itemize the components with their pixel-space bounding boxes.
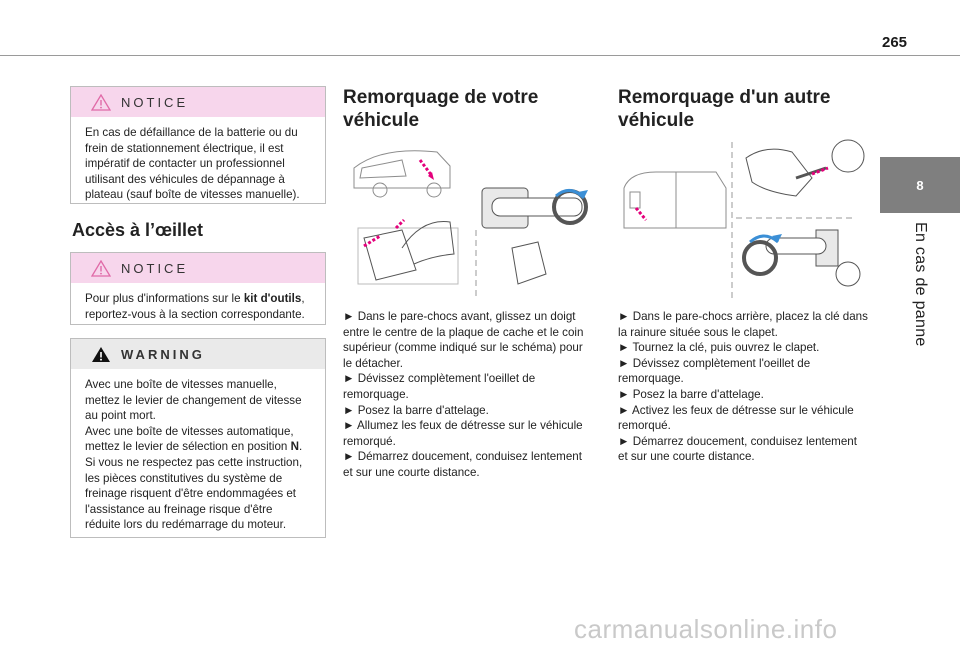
towing-other-step: ► Dans le pare-chocs arrière, placez la clé dans la rainure située sous le clapet. xyxy=(618,310,868,339)
notice-battery-header xyxy=(71,87,325,117)
chapter-number: 8 xyxy=(916,177,924,193)
caution-triangle-icon xyxy=(91,94,111,111)
chapter-title-text: En cas de panne xyxy=(912,222,929,347)
watermark: carmanualsonline.info xyxy=(574,614,838,644)
chapter-tab[interactable] xyxy=(880,157,960,213)
towing-own-step: ► Dans le pare-chocs avant, glissez un doigt entre le centre de la plaque de cache et le coin supérieur (comme indiqué sur le schéma) pour le détacher. xyxy=(343,310,584,370)
towing-other-step: ► Posez la barre d'attelage. xyxy=(618,387,764,401)
towing-other-step: ► Tournez la clé, puis ouvrez le clapet. xyxy=(618,341,820,355)
towing-other-steps xyxy=(618,309,868,465)
caution-triangle-icon xyxy=(91,260,111,277)
towing-own-step: ► Posez la barre d'attelage. xyxy=(343,403,489,417)
towing-own-step: ► Dévissez complètement l'oeillet de remorquage. xyxy=(343,372,536,401)
warning-box xyxy=(70,338,326,538)
notice-tools-text: Pour plus d'informations sur le kit d'outils, reportez-vous à la section correspondante. xyxy=(85,292,305,321)
notice-battery-box xyxy=(70,86,326,204)
towing-other-step: ► Dévissez complètement l'oeillet de remorquage. xyxy=(618,356,811,386)
notice-tools-heading: NOTICE xyxy=(121,260,189,276)
warning-header xyxy=(71,339,325,369)
page-number: 265 xyxy=(882,34,908,51)
towing-own-title: Remorquage de votre véhicule xyxy=(343,87,539,131)
tool-kit-reference: kit d'outils xyxy=(243,292,302,305)
towing-own-step: ► Allumez les feux de détresse sur le véhicule remorqué. xyxy=(343,419,583,448)
front-eyelet-illustration xyxy=(342,138,592,298)
towing-other-title: Remorquage d'un autre véhicule xyxy=(618,87,831,131)
rear-eyelet-illustration xyxy=(616,138,866,298)
notice-tools-box xyxy=(70,252,326,325)
warning-triangle-icon xyxy=(91,346,111,363)
towing-own-steps xyxy=(343,309,593,481)
notice-tools-header xyxy=(71,253,325,283)
towing-other-step: ► Démarrez doucement, conduisez lentement et sur une courte distance. xyxy=(618,434,857,464)
notice-battery-heading: NOTICE xyxy=(121,94,189,110)
chapter-title xyxy=(905,222,935,462)
warning-text-manual: Avec une boîte de vitesses manuelle, mettez le levier de changement de vitesse au point mort. xyxy=(85,378,302,423)
notice-battery-text: En cas de défaillance de la batterie ou du frein de stationnement électrique, il est impératif de contacter un professionnel utilisant des véhicules de dépannage à plateau (sauf boîte de vitesses manuelle). xyxy=(85,126,300,202)
towing-other-step: ► Activez les feux de détresse sur le véhicule remorqué. xyxy=(618,403,854,433)
section-heading-eyelet: Accès à l’œillet xyxy=(72,220,204,240)
towing-own-step: ► Démarrez doucement, conduisez lentement et sur une courte distance. xyxy=(343,450,582,479)
warning-text-consequence: Si vous ne respectez pas cette instruction, les pièces constitutives du système de freinage risquent d'être endommagées et l'assistance au freinage risque d'être réduite lors du redémarrage du moteur. xyxy=(85,455,303,532)
header-rule xyxy=(0,55,960,56)
warning-text-automatic: Avec une boîte de vitesses automatique, mettez le levier de sélection en position N. xyxy=(85,424,303,454)
warning-heading: WARNING xyxy=(121,346,205,362)
